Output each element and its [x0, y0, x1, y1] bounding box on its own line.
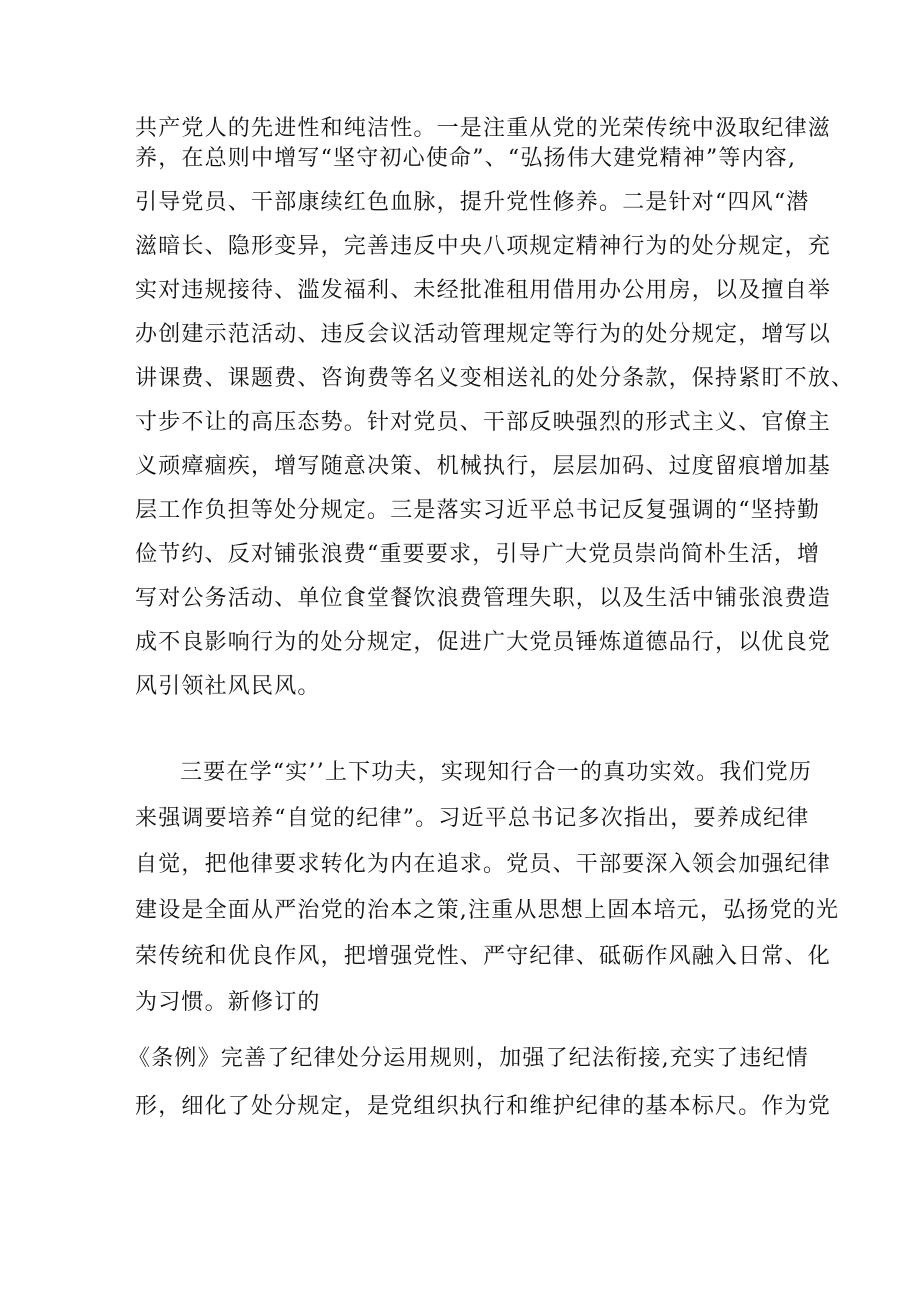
text-line: 滋暗长、隐形变异，完善违反中央八项规定精神行为的处分规定，充 — [135, 234, 832, 259]
text-line: 养，在总则中增写“坚守初心使命”、“弘扬伟大建党精神”等内容, — [135, 146, 797, 171]
text-line: 办创建示范活动、违反会议活动管理规定等行为的处分规定，增写以 — [135, 322, 832, 347]
text-line: 《条例》完善了纪律处分运用规则，加强了纪法衔接,充实了违纪情 — [128, 1046, 809, 1071]
text-line: 成不良影响行为的处分规定，促进广大党员锤炼道德品行，以优良党 — [135, 630, 832, 655]
text-line: 形，细化了处分规定，是党组织执行和维护纪律的基本标尺。作为党 — [135, 1094, 832, 1119]
text-line: 建设是全面从严治党的治本之策,注重从思想上固本培元，弘扬党的光 — [135, 898, 840, 923]
text-line: 寸步不让的高压态势。针对党员、干部反映强烈的形式主义、官僚主 — [135, 410, 832, 435]
text-line: 风引领社风民风。 — [135, 674, 321, 699]
text-line: 讲课费、课题费、咨询费等名义变相送礼的处分条款，保持紧盯不放、 — [135, 366, 855, 391]
text-line: 自觉，把他律要求转化为内在追求。党员、干部要深入领会加强纪律 — [135, 852, 832, 877]
text-line: 写对公务活动、单位食堂餐饮浪费管理失职，以及生活中铺张浪费造 — [135, 586, 832, 611]
text-line: 实对违规接待、滥发福利、未经批准租用借用办公用房，以及擅自举 — [135, 278, 832, 303]
text-line: 引导党员、干部康续红色血脉，提升党性修养。二是针对“四风“潜 — [135, 190, 810, 215]
text-line: 义顽瘴痼疾，增写随意决策、机械执行，层层加码、过度留痕增加基 — [135, 454, 832, 479]
text-line: 三要在学“实’’上下功夫，实现知行合一的真功实效。我们党历 — [180, 760, 813, 785]
text-line: 共产党人的先进性和纯洁性。一是注重从党的光荣传统中汲取纪律滋 — [135, 116, 832, 141]
text-line: 俭节约、反对铺张浪费“重要要求，引导广大党员崇尚简朴生活，增 — [135, 542, 821, 567]
text-line: 来强调要培养“自觉的纪律”。习近平总书记多次指出，要养成纪律 — [135, 806, 810, 831]
text-line: 为习惯。新修订的 — [135, 990, 321, 1015]
text-line: 荣传统和优良作风，把增强党性、严守纪律、砥砺作风融入日常、化 — [135, 944, 832, 969]
text-line: 层工作负担等处分规定。三是落实习近平总书记反复强调的“坚持勤 — [135, 498, 821, 523]
